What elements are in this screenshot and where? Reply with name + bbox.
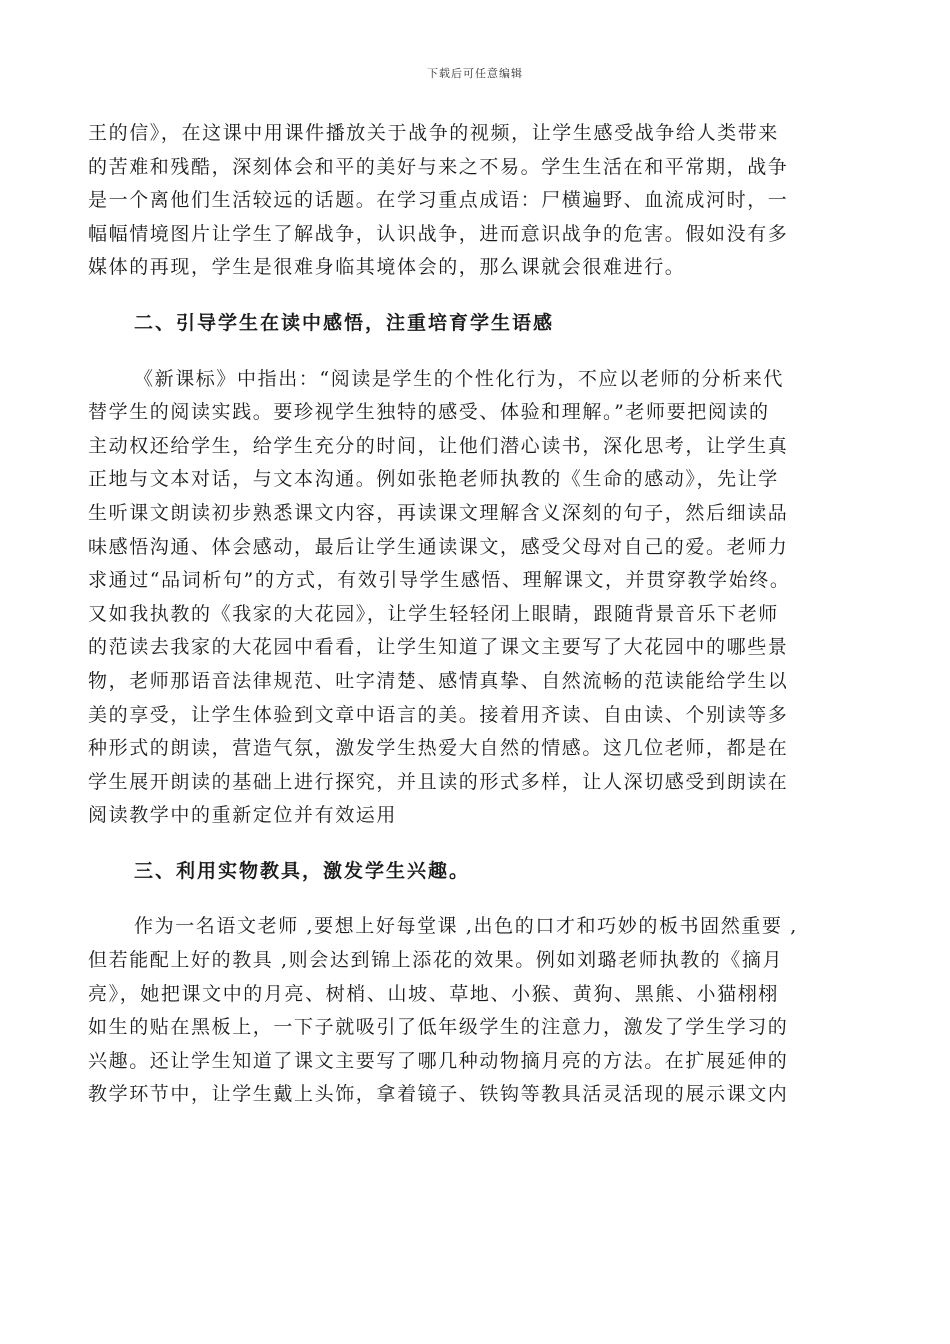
page-header: 下载后可任意编辑 <box>427 67 523 80</box>
paragraph-line: 物，老师那语音法律规范、吐字清楚、感情真挚、自然流畅的范读能给学生以 <box>88 669 789 692</box>
paragraph-line: 但若能配上好的教具 ,则会达到锦上添花的效果。例如刘璐老师执教的《摘月 <box>88 949 784 972</box>
section-heading-2: 二、引导学生在读中感悟，注重培育学生语感 <box>134 311 555 334</box>
paragraph-line: 教学环节中，让学生戴上头饰，拿着镜子、铁钩等教具活灵活现的展示课文内 <box>88 1083 789 1106</box>
paragraph-line: 种形式的朗读，营造气氛，激发学生热爱大自然的情感。这几位老师，都是在 <box>88 737 789 760</box>
paragraph-line: 阅读教学中的重新定位并有效运用 <box>88 804 398 827</box>
paragraph-line: 味感悟沟通、体会感动，最后让学生通读课文，感受父母对自己的爱。老师力 <box>88 535 789 558</box>
paragraph-line: 王的信》，在这课中用课件播放关于战争的视频，让学生感受战争给人类带来 <box>88 122 779 144</box>
paragraph-line: 媒体的再现，学生是很难身临其境体会的，那么课就会很难进行。 <box>88 256 686 279</box>
paragraph-line: 又如我执教的《我家的大花园》，让学生轻轻闭上眼睛，跟随背景音乐下老师 <box>88 602 779 625</box>
paragraph-line: 亮》，她把课文中的月亮、树梢、山坡、草地、小猴、黄狗、黑熊、小猫栩栩 <box>88 982 779 1005</box>
paragraph-line: 美的享受，让学生体验到文章中语言的美。接着用齐读、自由读、个别读等多 <box>88 703 789 726</box>
paragraph-1 <box>88 117 868 285</box>
paragraph-3 <box>88 910 868 1112</box>
section-heading-3: 三、利用实物教具，激发学生兴趣。 <box>134 859 471 882</box>
paragraph-line: 主动权还给学生，给学生充分的时间，让他们潜心读书，深化思考，让学生真 <box>88 434 789 457</box>
paragraph-line: 替学生的阅读实践。要珍视学生独特的感受、体验和理解。”老师要把阅读的 <box>88 401 770 424</box>
paragraph-line: 生听课文朗读初步熟悉课文内容，再读课文理解含义深刻的句子，然后细读品 <box>88 501 789 524</box>
document-body <box>88 117 868 1112</box>
paragraph-line: 学生展开朗读的基础上进行探究，并且读的形式多样，让人深切感受到朗读在 <box>88 770 789 793</box>
paragraph-line: 兴趣。还让学生知道了课文主要写了哪几种动物摘月亮的方法。在扩展延伸的 <box>88 1049 789 1072</box>
paragraph-line: 作为一名语文老师 ,要想上好每堂课 ,出色的口才和巧妙的板书固然重要 , <box>134 915 798 938</box>
paragraph-2 <box>88 363 868 833</box>
paragraph-line: 是一个离他们生活较远的话题。在学习重点成语：尸横遍野、血流成河时，一 <box>88 189 789 212</box>
paragraph-line: 正地与文本对话，与文本沟通。例如张艳老师执教的《生命的感动》，先让学 <box>88 468 779 491</box>
paragraph-line: 求通过“品词析句”的方式，有效引导学生感悟、理解课文，并贯穿教学始终。 <box>88 569 791 592</box>
paragraph-line: 幅幅情境图片让学生了解战争，认识战争，进而意识战争的危害。假如没有多 <box>88 222 789 245</box>
paragraph-line: 的范读去我家的大花园中看看，让学生知道了课文主要写了大花园中的哪些景 <box>88 636 789 659</box>
paragraph-line: 的苦难和残酷，深刻体会和平的美好与来之不易。学生生活在和平常期，战争 <box>88 155 789 178</box>
paragraph-line: 如生的贴在黑板上，一下子就吸引了低年级学生的注意力，激发了学生学习的 <box>88 1016 789 1039</box>
paragraph-line: 《新课标》中指出：“阅读是学生的个性化行为，不应以老师的分析来代 <box>134 367 784 390</box>
